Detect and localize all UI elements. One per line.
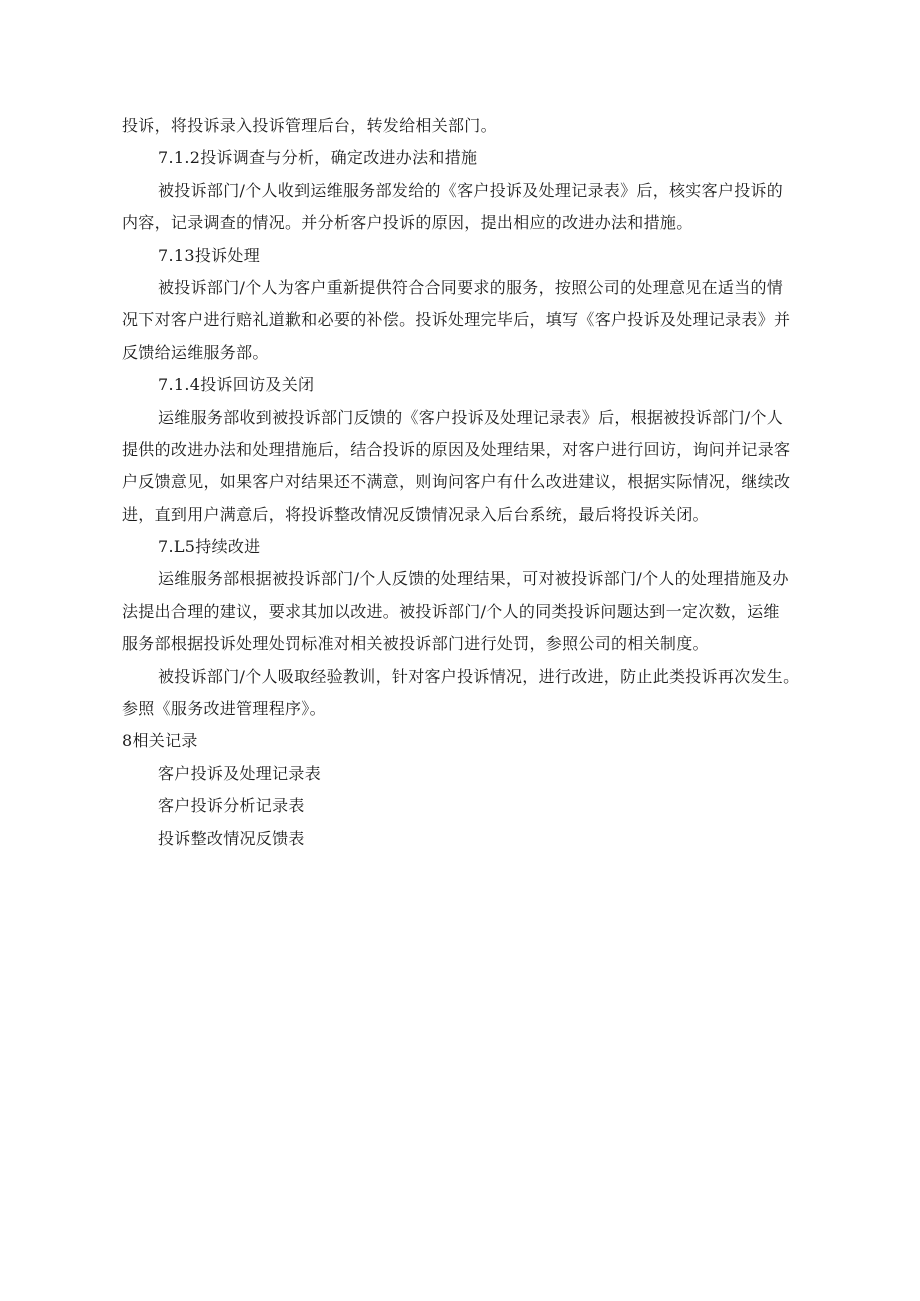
para-7-1-5-line1: 运维服务部根据被投诉部门/个人反馈的处理结果，可对被投诉部门/个人的处理措施及办 [158,569,789,589]
para-7-1-3-line1: 被投诉部门/个人为客户重新提供符合合同要求的服务，按照公司的处理意见在适当的情 [158,277,784,297]
para-7-1-4-line4: 进，直到用户满意后，将投诉整改情况反馈情况录入后台系统，最后将投诉关闭。 [122,504,709,524]
para-7-1-5-line4: 被投诉部门/个人吸取经验教训，针对客户投诉情况，进行改进，防止此类投诉再次发生。 [158,666,800,686]
para-7-1-3-line3: 反馈给运维服务部。 [122,342,269,362]
para-7-1-4-line2: 提供的改进办法和处理措施后，结合投诉的原因及处理结果，对客户进行回访，询问并记录客 [122,439,791,459]
para-7-1-2-line1: 被投诉部门/个人收到运维服务部发给的《客户投诉及处理记录表》后，核实客户投诉的 [158,180,784,200]
record-item-2: 客户投诉分析记录表 [158,796,305,816]
record-item-3: 投诉整改情况反馈表 [158,828,305,848]
record-item-1: 客户投诉及处理记录表 [158,763,322,783]
heading-8: 8相关记录 [122,731,198,751]
para-7-1-4-line1: 运维服务部收到被投诉部门反馈的《客户投诉及处理记录表》后，根据被投诉部门/个人 [158,407,784,427]
heading-7-1-5: 7.L5持续改进 [158,537,261,557]
para-7-1-3-line2: 况下对客户进行赔礼道歉和必要的补偿。投诉处理完毕后，填写《客户投诉及处理记录表》并 [122,310,791,330]
para-7-1-5-line2: 法提出合理的建议，要求其加以改进。被投诉部门/个人的同类投诉问题达到一定次数，运维 [122,601,780,621]
para-7-1-5-line3: 服务部根据投诉处理处罚标准对相关被投诉部门进行处罚，参照公司的相关制度。 [122,634,709,654]
document-body [122,110,814,855]
heading-7-1-2: 7.1.2投诉调查与分析，确定改进办法和措施 [158,148,478,168]
heading-7-1-4: 7.1.4投诉回访及关闭 [158,375,315,395]
heading-7-1-3: 7.13投诉处理 [158,245,261,265]
para-7-1-1-cont: 投诉，将投诉录入投诉管理后台，转发给相关部门。 [122,116,497,135]
para-7-1-2-line2: 内容，记录调查的情况。并分析客户投诉的原因，提出相应的改进办法和措施。 [122,213,693,233]
para-7-1-5-line5: 参照《服务改进管理程序》。 [122,699,326,719]
para-7-1-4-line3: 户反馈意见，如果客户对结果还不满意，则询问客户有什么改进建议，根据实际情况，继续改 [122,472,791,492]
